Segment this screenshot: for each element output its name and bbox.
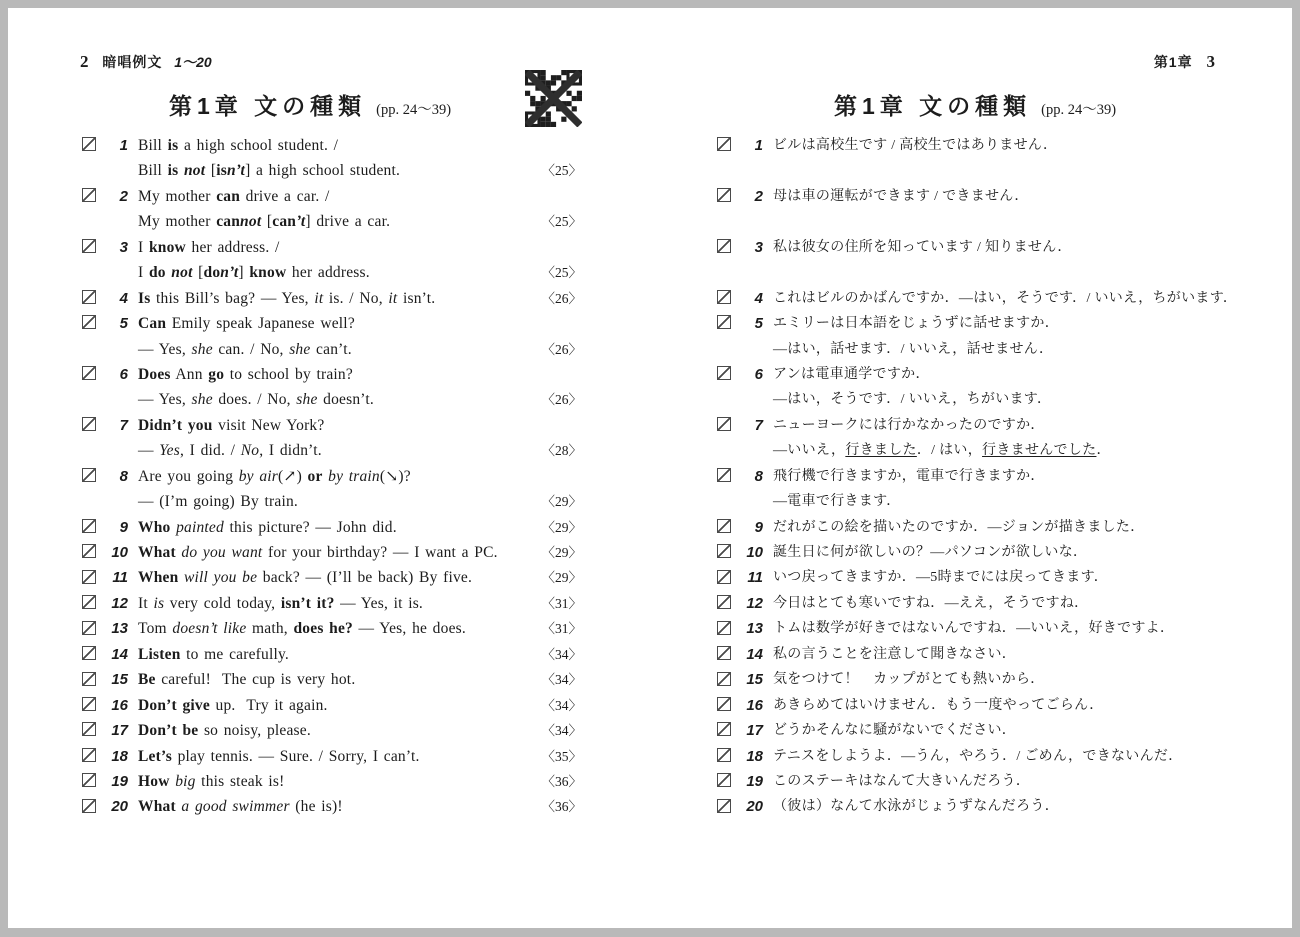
sentence-text: My mother can drive a car. /: [138, 187, 330, 205]
checkbox-slash-icon: [717, 137, 731, 151]
running-head-range: 1～20: [174, 54, 212, 70]
checkbox-slash-icon: [717, 366, 731, 380]
list-item: [80, 133, 582, 158]
item-number: 15: [746, 671, 763, 689]
sentence-text: （彼は）なんて水泳がじょうずなんだろう．: [773, 799, 1059, 815]
chapter-title-pages: (pp. 24～39): [376, 102, 452, 118]
item-number: [102, 337, 128, 362]
list-item: [715, 616, 1235, 641]
item-number: 10: [111, 544, 128, 561]
sentence-text: だれがこの絵を描いたのですか．―ジョンが描きました．: [773, 519, 1145, 535]
list-item: [80, 769, 582, 794]
sentence-text: トムは数学が好きではないんですね．―いいえ，好きですよ．: [773, 621, 1175, 637]
chapter-title-left: [80, 88, 540, 121]
checkbox-cell: [80, 311, 102, 336]
item-number: [102, 158, 128, 183]
checkbox-slash-icon: [82, 646, 96, 660]
textbook-page-ref: 〈34〉: [541, 723, 582, 739]
list-item: [715, 540, 1235, 565]
checkbox-cell: [80, 744, 102, 769]
textbook-page-ref: 〈29〉: [541, 545, 582, 560]
sentence-text: I do not [don’t] know her address.: [138, 264, 370, 282]
item-number: 1: [754, 137, 763, 154]
checkbox-slash-icon: [717, 697, 731, 711]
item-number: 9: [754, 518, 763, 536]
running-head-label: 暗唱例文: [102, 54, 163, 70]
checkbox-slash-icon: [717, 672, 731, 686]
list-item-continuation: [715, 337, 1235, 362]
list-item: [80, 311, 582, 336]
spacer: [715, 260, 1235, 285]
item-number: [737, 438, 763, 463]
list-item: [80, 616, 582, 641]
checkbox-cell: [715, 387, 737, 412]
sentence-text: — Yes, she can. / No, she can’t.: [138, 340, 352, 358]
item-number: 17: [746, 722, 763, 740]
textbook-page-ref: 〈25〉: [541, 265, 582, 281]
list-item: [715, 235, 1235, 260]
sentence-text: Who painted this picture? — John did.: [138, 518, 397, 536]
item-number: 17: [111, 722, 128, 740]
sentence-text: Does Ann go to school by train?: [138, 365, 353, 383]
textbook-page-ref: 〈31〉: [541, 621, 582, 637]
page-left: [80, 52, 582, 892]
checkbox-cell: [715, 413, 737, 438]
item-number: 19: [111, 772, 128, 790]
checkbox-slash-icon: [717, 188, 731, 202]
checkbox-slash-icon: [82, 773, 96, 787]
list-item: [715, 565, 1235, 590]
book-spread: [8, 8, 1292, 928]
sentence-text: — (I’m going) By train.: [138, 493, 298, 511]
sentence-text: 飛行機で行きますか，電車で行きますか．: [773, 468, 1045, 484]
item-number: [737, 387, 763, 412]
list-item: [80, 744, 582, 769]
list-item: [80, 794, 582, 819]
sentence-text: Don’t be so noisy, please.: [138, 722, 311, 740]
textbook-page-ref: 〈26〉: [541, 290, 582, 306]
sentence-text: Be careful! The cup is very hot.: [138, 671, 356, 689]
running-head-right: [1154, 52, 1225, 72]
checkbox-cell: [715, 693, 737, 718]
checkbox-cell: [715, 337, 737, 362]
sentence-text: 気をつけて！ カップがとても熱いから．: [773, 672, 1045, 688]
sentence-text: When will you be back? — (I’ll be back) By five.: [138, 569, 473, 587]
sentence-text: 今日はとても寒いですね．―ええ，そうですね．: [773, 595, 1089, 611]
spacer: [715, 209, 1235, 234]
checkbox-cell: [715, 540, 737, 565]
checkbox-cell: [715, 642, 737, 667]
list-item: [715, 744, 1235, 769]
checkbox-cell: [80, 413, 102, 438]
checkbox-slash-icon: [717, 773, 731, 787]
item-number: 12: [111, 594, 128, 612]
item-number: [102, 209, 128, 234]
list-item-continuation: [715, 438, 1235, 463]
page-number-left: 2: [80, 52, 89, 71]
sentence-list-ja: [715, 133, 1238, 820]
textbook-page-ref: 〈29〉: [541, 494, 582, 510]
checkbox-cell: [80, 667, 102, 692]
checkbox-cell: [715, 133, 737, 158]
checkbox-cell: [80, 209, 102, 234]
sentence-text: このステーキはなんて大きいんだろう．: [773, 773, 1031, 789]
textbook-page-ref: 〈34〉: [541, 672, 582, 688]
item-number: 4: [119, 289, 128, 307]
textbook-page-ref: 〈36〉: [541, 773, 582, 789]
sentence-text: これはビルのかばんですか．―はい，そうです．/ いいえ，ちがいます．: [773, 290, 1238, 306]
textbook-page-ref: 〈29〉: [541, 570, 582, 586]
list-item-continuation: [80, 209, 582, 234]
item-number: 2: [119, 187, 128, 205]
checkbox-slash-icon: [82, 621, 96, 635]
checkbox-cell: [715, 769, 737, 794]
textbook-page-ref: 〈34〉: [541, 697, 582, 713]
checkbox-cell: [715, 667, 737, 692]
textbook-page-ref: 〈31〉: [541, 595, 582, 611]
page-number-right: 3: [1206, 52, 1215, 71]
sentence-text: どうかそんなに騒がないでください．: [773, 723, 1017, 739]
list-item: [715, 591, 1235, 616]
sentence-text: ―いいえ，行きました．/ はい，行きませんでした．: [773, 443, 1111, 459]
list-item: [80, 235, 582, 260]
textbook-page-ref: [536, 311, 582, 336]
item-number: 4: [754, 289, 763, 307]
checkbox-slash-icon: [717, 290, 731, 304]
list-item: [80, 515, 582, 540]
item-number: 18: [111, 747, 128, 765]
item-number: 7: [119, 416, 128, 434]
checkbox-cell: [80, 591, 102, 616]
checkbox-slash-icon: [82, 468, 96, 482]
checkbox-cell: [80, 718, 102, 743]
spacer: [715, 158, 1235, 183]
checkbox-slash-icon: [717, 468, 731, 482]
sentence-text: あきらめてはいけません．もう一度やってごらん．: [773, 697, 1104, 713]
checkbox-cell: [80, 337, 102, 362]
sentence-text: Bill is a high school student. /: [138, 137, 339, 154]
checkbox-slash-icon: [82, 519, 96, 533]
sentence-text: ―はい，話せます．/ いいえ，話せません．: [773, 341, 1054, 357]
sentence-text: ビルは高校生です / 高校生ではありません．: [773, 138, 1058, 153]
list-item: [80, 184, 582, 209]
list-item-continuation: [80, 387, 582, 412]
list-item: [715, 133, 1235, 158]
item-number: 10: [746, 544, 763, 561]
checkbox-cell: [80, 794, 102, 819]
sentence-text: エミリーは日本語をじょうずに話せますか．: [773, 316, 1059, 332]
item-number: 19: [746, 772, 763, 790]
checkbox-slash-icon: [82, 239, 96, 253]
checkbox-slash-icon: [717, 570, 731, 584]
checkbox-slash-icon: [717, 239, 731, 253]
item-number: 13: [746, 620, 763, 638]
item-number: [102, 260, 128, 285]
checkbox-slash-icon: [717, 799, 731, 813]
sentence-text: いつ戻ってきますか．―5時までには戻ってきます．: [773, 570, 1109, 586]
textbook-page-ref: [536, 464, 582, 489]
sentence-text: What a good swimmer (he is)!: [138, 798, 343, 816]
item-number: 2: [754, 187, 763, 205]
item-number: 18: [746, 747, 763, 765]
textbook-page-ref: 〈25〉: [541, 163, 582, 179]
item-number: 16: [746, 696, 763, 714]
list-item: [715, 311, 1235, 336]
textbook-page-ref: 〈34〉: [541, 646, 582, 662]
checkbox-slash-icon: [82, 315, 96, 329]
item-number: 20: [746, 798, 763, 816]
item-number: 15: [111, 671, 128, 689]
sentence-text: I know her address. /: [138, 238, 280, 256]
item-number: 3: [119, 238, 128, 256]
item-number: [737, 337, 763, 362]
sentence-text: 誕生日に何が欲しいの？―パソコンが欲しいな．: [773, 545, 1088, 560]
checkbox-slash-icon: [717, 417, 731, 431]
list-item-continuation: [715, 387, 1235, 412]
list-item-continuation: [80, 158, 582, 183]
checkbox-slash-icon: [82, 544, 96, 558]
item-number: 8: [119, 467, 128, 485]
item-number: 14: [111, 645, 128, 663]
checkbox-cell: [80, 642, 102, 667]
list-item: [715, 184, 1235, 209]
textbook-page-ref: 〈35〉: [541, 748, 582, 764]
sentence-text: ニューヨークには行かなかったのですか．: [773, 417, 1045, 433]
checkbox-cell: [80, 438, 102, 463]
list-item: [80, 464, 582, 489]
list-item: [80, 362, 582, 387]
textbook-page-ref: [536, 184, 582, 209]
list-item: [80, 693, 582, 718]
item-number: 7: [754, 416, 763, 434]
sentence-text: 私の言うことを注意して聞きなさい．: [773, 646, 1017, 662]
chapter-title-right: [715, 88, 1235, 121]
checkbox-cell: [80, 565, 102, 590]
list-item: [715, 794, 1235, 819]
checkbox-slash-icon: [717, 748, 731, 762]
checkbox-cell: [80, 184, 102, 209]
item-number: 3: [754, 238, 763, 256]
list-item: [80, 565, 582, 590]
list-item: [715, 464, 1235, 489]
item-number: 12: [746, 594, 763, 612]
checkbox-slash-icon: [82, 290, 96, 304]
list-item: [80, 718, 582, 743]
textbook-page-ref: [536, 362, 582, 387]
checkbox-slash-icon: [82, 188, 96, 202]
checkbox-slash-icon: [82, 417, 96, 431]
list-item-continuation: [80, 489, 582, 514]
checkbox-slash-icon: [717, 621, 731, 635]
checkbox-cell: [80, 616, 102, 641]
textbook-page-ref: [536, 235, 582, 260]
sentence-text: 私は彼女の住所を知っています / 知りません．: [773, 239, 1072, 255]
item-number: [102, 438, 128, 463]
list-item: [715, 718, 1235, 743]
item-number: 6: [119, 365, 128, 383]
checkbox-cell: [715, 794, 737, 819]
sentence-text: ―電車で行きます．: [773, 494, 901, 510]
sentence-text: ―はい，そうです．/ いいえ，ちがいます．: [773, 392, 1052, 408]
checkbox-cell: [80, 387, 102, 412]
checkbox-cell: [715, 362, 737, 387]
checkbox-slash-icon: [82, 595, 96, 609]
checkbox-cell: [715, 184, 737, 209]
textbook-page-ref: [536, 413, 582, 438]
checkbox-cell: [715, 515, 737, 540]
list-item: [715, 667, 1235, 692]
item-number: 11: [112, 569, 128, 587]
checkbox-cell: [80, 158, 102, 183]
sentence-text: It is very cold today, isn’t it? — Yes, it is.: [138, 594, 424, 612]
checkbox-cell: [80, 133, 102, 158]
list-item: [80, 540, 582, 565]
sentence-text: Tom doesn’t like math, does he? — Yes, he does.: [138, 620, 466, 638]
textbook-page-ref: 〈25〉: [541, 214, 582, 230]
textbook-page-ref: 〈26〉: [541, 392, 582, 408]
list-item: [715, 362, 1235, 387]
checkbox-cell: [715, 235, 737, 260]
checkbox-cell: [715, 464, 737, 489]
list-item: [715, 693, 1235, 718]
checkbox-slash-icon: [717, 722, 731, 736]
item-number: 6: [754, 365, 763, 383]
checkbox-cell: [80, 693, 102, 718]
sentence-text: How big this steak is!: [138, 772, 285, 790]
item-number: 5: [119, 315, 128, 333]
sentence-text: Don’t give up. Try it again.: [138, 696, 328, 714]
list-item-continuation: [80, 337, 582, 362]
sentence-text: アンは電車通学ですか．: [773, 366, 930, 382]
list-item: [715, 413, 1235, 438]
list-item: [80, 591, 582, 616]
sentence-text: 母は車の運転ができます / できません．: [773, 188, 1029, 204]
list-item: [715, 642, 1235, 667]
list-item: [80, 286, 582, 311]
checkbox-slash-icon: [717, 315, 731, 329]
checkbox-cell: [715, 489, 737, 514]
list-item: [715, 286, 1238, 311]
list-item-continuation: [80, 438, 582, 463]
chapter-title-text: 第1章 文の種類: [833, 93, 1032, 119]
checkbox-slash-icon: [717, 544, 731, 558]
checkbox-cell: [80, 540, 102, 565]
checkbox-slash-icon: [82, 137, 96, 151]
checkbox-cell: [80, 260, 102, 285]
checkbox-cell: [715, 616, 737, 641]
checkbox-cell: [715, 565, 737, 590]
list-item: [80, 413, 582, 438]
sentence-text: Let’s play tennis. — Sure. / Sorry, I can’t.: [138, 747, 420, 765]
checkbox-cell: [80, 515, 102, 540]
checkbox-slash-icon: [82, 697, 96, 711]
checkbox-cell: [80, 362, 102, 387]
textbook-page-ref: 〈28〉: [541, 443, 582, 459]
checkbox-slash-icon: [82, 672, 96, 686]
chapter-title-pages: (pp. 24～39): [1041, 102, 1117, 118]
checkbox-cell: [715, 744, 737, 769]
sentence-text: — Yes, she does. / No, she doesn’t.: [138, 391, 374, 409]
sentence-text: Didn’t you visit New York?: [138, 416, 325, 434]
checkbox-cell: [80, 286, 102, 311]
item-number: 11: [747, 569, 763, 587]
checkbox-cell: [715, 438, 737, 463]
list-item-continuation: [80, 260, 582, 285]
item-number: 20: [111, 798, 128, 816]
item-number: 16: [111, 696, 128, 714]
page-right: [715, 52, 1238, 892]
item-number: 1: [119, 137, 128, 154]
textbook-page-ref: 〈29〉: [541, 519, 582, 535]
running-head-left: [80, 52, 212, 72]
checkbox-cell: [80, 489, 102, 514]
sentence-text: テニスをしようよ．―うん，やろう．/ ごめん，できないんだ．: [773, 748, 1183, 764]
item-number: [737, 489, 763, 514]
sentence-text: — Yes, I did. / No, I didn’t.: [138, 442, 322, 460]
checkbox-slash-icon: [82, 570, 96, 584]
item-number: [102, 387, 128, 412]
item-number: 13: [111, 620, 128, 638]
item-number: [102, 489, 128, 514]
qr-code-crossed-icon: [525, 70, 582, 127]
list-item: [715, 769, 1235, 794]
checkbox-cell: [715, 311, 737, 336]
sentence-text: Is this Bill’s bag? — Yes, it is. / No, it isn’t.: [138, 289, 436, 307]
sentence-text: Listen to me carefully.: [138, 645, 290, 663]
item-number: 8: [754, 467, 763, 485]
sentence-text: My mother cannot [can’t] drive a car.: [138, 213, 391, 231]
checkbox-cell: [80, 769, 102, 794]
item-number: 5: [754, 315, 763, 333]
textbook-page-ref: 〈26〉: [541, 341, 582, 357]
checkbox-slash-icon: [82, 366, 96, 380]
checkbox-cell: [80, 464, 102, 489]
item-number: 9: [119, 518, 128, 536]
checkbox-cell: [715, 286, 737, 311]
sentence-text: Bill is not [isn’t] a high school student.: [138, 162, 401, 180]
running-head-chapter: 第1章: [1153, 54, 1193, 70]
list-item-continuation: [715, 489, 1235, 514]
list-item: [80, 667, 582, 692]
list-item: [80, 642, 582, 667]
sentence-text: What do you want for your birthday? — I want a PC.: [138, 544, 498, 561]
textbook-page-ref: 〈36〉: [541, 799, 582, 815]
checkbox-slash-icon: [82, 722, 96, 736]
checkbox-slash-icon: [82, 748, 96, 762]
checkbox-slash-icon: [717, 646, 731, 660]
checkbox-cell: [715, 718, 737, 743]
chapter-title-text: 第1章 文の種類: [168, 93, 367, 119]
item-number: 14: [746, 645, 763, 663]
checkbox-slash-icon: [82, 799, 96, 813]
checkbox-slash-icon: [717, 595, 731, 609]
checkbox-slash-icon: [717, 519, 731, 533]
sentence-text: Can Emily speak Japanese well?: [138, 315, 355, 333]
checkbox-cell: [715, 591, 737, 616]
sentence-text: Are you going by air(↗) or by train(↘)?: [138, 467, 411, 485]
sentence-list-en: [80, 133, 582, 820]
checkbox-cell: [80, 235, 102, 260]
list-item: [715, 515, 1235, 540]
textbook-page-ref: [536, 133, 582, 158]
